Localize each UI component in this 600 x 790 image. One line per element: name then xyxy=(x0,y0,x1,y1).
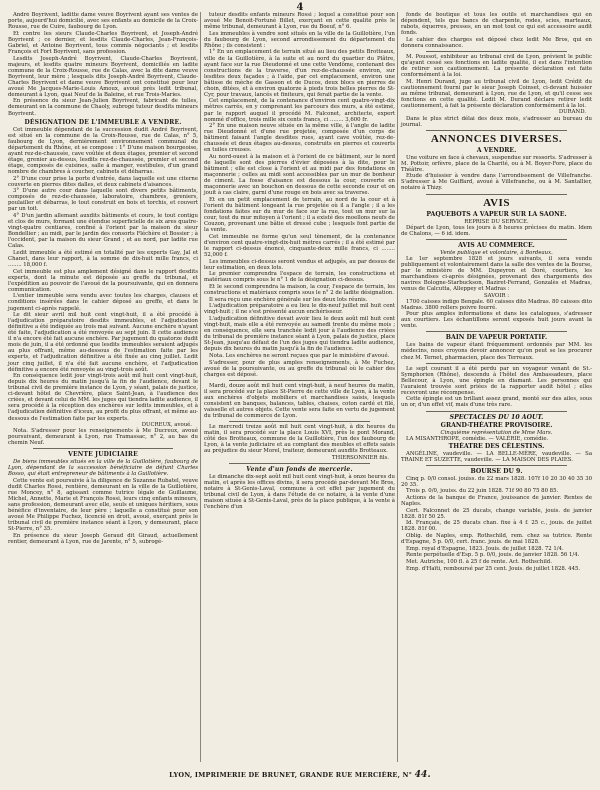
paragraph: L'adjudication préparatoire a eu lieu le dix-neuf juillet mil huit cent vingt-huit ; il ne s'est présenté aucun enchérisseur. xyxy=(204,303,395,316)
paragraph: Cert. Falconnet de 25 ducats, change variable, jouis. de janvier 1828. 81f 50 25. xyxy=(401,507,592,520)
section-heading: DÉSIGNATION DE L'IMMEUBLE A VENDRE. xyxy=(24,118,182,126)
paragraph: Le sept courant il a été perdu par un voyageur venant de St.-Symphorien (Rhône), descendu à l'hôtel des Ambassadeurs, place Bellecour, à Lyon, une épingle en diamant. Les personnes qui l'auraient trouvée sont priées de la rapporter audit hôtel ; elles recevront une récompense. xyxy=(401,365,592,396)
paragraph: fonds de boutique et tous les outils et marchandises qui en dépendent, tels que bancs de charpente, rodes, scies, marteaux, rabots, équerres, presses, en un mot tout ce qui est accessoire audit fonds. xyxy=(401,12,592,37)
section-heading: Vente d'un fonds de mercerie. xyxy=(246,465,353,473)
paragraph: Cet immeuble dépendant de la succession dudit André Boyrivent, est situé en la commune de la Croix-Rousse, rue de Calas, n° 5, faubourg de Lyon, dernièrement environnement communal du département du Rhône, et se compose : 1° D'une maison bourgeoise, ayant rez-de-chaussée, cave voûtée et deux étages, premier et second étage, grenier au-dessus, lesdits rez-de-chaussée, premier et second étage, composés de cuisines, salle à manger, vestibules, d'un grand nombre de chambres à coucher, cabinets et débarras. xyxy=(8,126,198,175)
paragraph: 2° D'une cour prise la porte d'entrée, dans laquelle est une citerne couverte en pierres dites dalles, et deux cabinets d'aisances. xyxy=(8,175,198,188)
paragraph: Rente perpétuelle d'Esp. 5 p. 0/0, jouis. de janvier 1828. 56 1/4. xyxy=(406,552,580,559)
paragraph: Nota. Les enchères ne seront reçues que par le ministère d'avoué. xyxy=(209,352,390,359)
divider xyxy=(229,421,370,422)
paragraph: Départ de Lyon, tous les jours à 8 heures précises du matin. Idem de Chalons, — 6 id. idem. xyxy=(401,224,592,237)
paragraph: Cette épingle est un brillant assez grand, monté sur des ailes, sous un or, d'un effet vif, mais d'une très rare. xyxy=(401,396,592,409)
paragraph: André Boyrivent, laditte dame veuve Boyrivent ayant ses ventes de porte, aujourd'hui domicilié, avec ses enfants au domicile de la Croix-Rousse, rue de Cuire, faubourg de Lyon. xyxy=(8,12,198,31)
paragraph: Oblig. de Naples, emp. Rothschild, rem. chez sa tutrice. Rente d'Espagne, 5 p. 0/0, cert. franc. jouis. de mai 1828. xyxy=(401,533,592,546)
paragraph: Cet immeuble est plus amplement désigné dans le rapport desdits experts, dont la minute est déposée au greffe du tribunal, et l'expédition au pouvoir de l'avoué de la poursuivante, qui en donnera communication. xyxy=(8,268,198,293)
divider xyxy=(426,239,567,240)
subheading-small: SAVOIR : xyxy=(483,292,510,299)
paragraph: tuteur desdits enfants mineurs Rossi ; lequel a constitué pour son avoué Me Benoit-Fortuné Billet, exerçant en cette qualité près le même tribunal, demeurant à Lyon, rue du Boeuf, n° 6. xyxy=(204,12,395,31)
section-heading: VENTE JUDICIAIRE xyxy=(68,451,138,459)
subheading: BOURSE DU 9. xyxy=(470,467,523,475)
column-3 xyxy=(399,12,594,762)
paragraph: Les immeubles à vendre sont situés en la ville de la Guillotière, l'un du faubourg de Lyon, second arrondissement du département du Rhône ; ils consistent : xyxy=(204,30,395,49)
paragraph: Dans le plus strict délai des deux mois, s'adresser au bureau du journal. xyxy=(401,115,592,128)
paragraph: 3° D'une autre cour dans laquelle sont divers petits bâtiments, composés de rez-de-chaussée, laboratoire, chambres, greniers, poulailler et débarras, le tout construit en bois et torchis, et couvert par un toit. xyxy=(8,188,198,213)
divider xyxy=(229,380,370,381)
paragraph: Le dit sieur avril mil huit cent vingt-huit, il a été procédé à l'adjudication préparatoire desdits immeubles, et l'adjudication définitive a été indiquée au trois mai suivant. Aucune enchère n'ayant été faite, l'adjudication a été renvoyée au sept juin. Il cette audience il n'a encore été fait aucune enchère. Par jugement du quatorze dudit mois de juin, il a été ordonné que lesdits immeubles seraient adjugés au plus offrant, même au-dessous de l'estimation faite par les experts, et l'adjudication définitive a été fixée au cinq juillet. Ledit jour cinq juillet, il n'a été fait aucune enchère, et l'adjudication définitive a encore été renvoyée au vingt-trois août. xyxy=(8,312,198,373)
column-2 xyxy=(202,12,398,762)
paragraph: Trois p. 0/0, jouiss. du 22 juin 1828. 71f 90 80 75 80 85. xyxy=(406,488,559,495)
section-heading-large: ANNONCES DIVERSES. xyxy=(430,132,563,145)
paragraph: Id. Français, de 25 ducats chan. fixe à 4 f. 25 c., jouis. de juillet 1828. 81f 00. xyxy=(401,520,592,533)
paragraph: M. Henri Durand, juge au tribunal civil de Lyon, ledit Crédit du cautionnement fourni par le sieur Joseph Coinset, ci-devant huissier au même tribunal, demeurant à Lyon, rue de Lyon, et qu'il cesse ses fonctions en cette qualité. Ledit M. Durand déclare retirer ledit cautionnement, à fait la présente déclaration conformément à la loi. xyxy=(401,78,592,109)
paragraph: Le mercredi treize août mil huit cent vingt-huit, à dix heures du matin, il sera procédé sur la place Louis XVI, près le pont Morand, côté des Brotteaux, commune de la Guillotière, l'un des faubourg de Lyon, à la vente judiciaire et au comptant des meubles et effets saisis au préjudice du sieur Morel, traiteur, demeurant auxdits Brotteaux. xyxy=(204,423,395,455)
paragraph: Le 1er septembre 1828 et jours suivants, il sera vendu publiquement et volontairement dans la salle des ventes de la Bourse, par le ministère de MM. Dupeyron et Doré, courtiers, les marchandises ci-après désignées, provenant des chargements des navires Bologne-Starbuckson, Baziret-Ferrand, Gonzalès et Madras, venus de Calcutta, Alleppey et Madras : xyxy=(401,255,592,292)
divider xyxy=(229,463,370,464)
paragraph: LA MISANTHROPE, comédie. — VALÉRIE, comédie. xyxy=(406,435,549,442)
subheading-small: REPRISE DU SERVICE. xyxy=(464,218,529,225)
column-1 xyxy=(6,12,201,762)
paragraph: Ledit immeuble a été estimé en totalité par les experts Gay, Jal et Chanet, dans leur rapport, à la somme de dix-huit mille francs, ci ........ 18,000 f. xyxy=(8,249,198,268)
divider xyxy=(426,411,567,412)
newspaper-columns xyxy=(6,12,594,762)
paragraph: Au nord-ouest à la maison et à l'orient de ce bâtiment, sur le nord de laquelle sont des pierres d'évier déposées à la dite, pour le bâtiment ; elle est close à l'orient et au midi par des fondations en maçonnerie ; celles au midi sont accessibles par un mur de bonheur de ciment. La fosse d'aisance est dessous la cour, couverte en maçonnerie avec un bouchon en dessous de cette seconde cour et on jouit à cas claire, garni d'une rouge en bois avec sa traverse. xyxy=(204,154,395,197)
subheading: BAIN DE VAPEUR PORTATIF. xyxy=(445,334,548,342)
divider xyxy=(426,130,567,131)
subheading: THÉATRE DES CÉLESTINS. xyxy=(448,442,545,450)
subheading: GRAND-THÉATRE PROVISOIRE. xyxy=(440,421,553,429)
section-heading-large: AVIS xyxy=(483,196,510,209)
signature: DUCREUX, avoué. xyxy=(141,422,192,429)
paragraph: Cette vente est poursuivie à la diligence de Suzanne Rubatel, veuve dudit Charles Rossi, rentière, demeurant en la ville de la Guillotière, rue Moncey, n° 8, agissant comme tutrice légale de Guillaume, Michel, Annette, Marie et François Rossi, leurs cinq enfants mineurs, sans profession, demeurant avec elle, seuls et uniques héritiers, sous bénéfice d'inventaire, de leur père ; laquelle a constitué pour son avoué Me Philippe Fuchez, licencié en droit, avoué, exerçant près le tribunal civil de première instance séant à Lyon, y demeurant, place St-Pierre, n° 35. xyxy=(8,478,198,533)
paragraph: L'adjudication définitive devait avoir lieu le deux août mil huit cent vingt-huit, mais elle a été renvoyée au samedi trente du même mois ; en conséquence, elle sera tranchée ledit jour à l'audience des criées du tribunal de première instance séant à Lyon, palais de justice, place St-Jean, jusqu'au défaut de l'un des juges qui tiendra ladite audience, depuis dix heures du matin jusqu'à la fin de l'audience. xyxy=(204,316,395,353)
paragraph: Il sera reçu une enchère générale sur les deux lots réunis. xyxy=(209,296,368,303)
divider xyxy=(426,363,567,364)
issue-number: 44. xyxy=(414,770,431,780)
paragraph: Les immeubles ci-dessus seront vendus et adjugés, au par dessus de leur estimation, en deux lots. xyxy=(204,258,395,271)
paragraph: 2° En une maison neuve située en la même ville, à l'angle de ladite rue Dieudonné et d'une rue projetée, composée d'un corps de bâtiment faisant l'angle desdites rues, ayant cave voûtée, rez-de-chaussée et deux étages au-dessus, construits en pierres et couverts en tuiles creuses. xyxy=(204,123,395,154)
paragraph: Emp. royal d'Espagne, 1823. Jouis. de juillet 1828. 72 1/4. xyxy=(406,545,564,552)
printer-imprint: LYON, IMPRIMERIE DE BRUNET, GRANDE RUE MERCIÈRE, N° xyxy=(169,771,413,779)
paragraph: S'adresser, pour de plus amples renseignements, à Me Fuchez, avoué de la poursuivante, ou au greffe du tribunal où le cahier des charges est déposé. xyxy=(204,359,395,378)
paragraph: 4° D'un jardin allemant auxdits bâtiments et cours, le tout contigu et clos de murs, formant une étendue superficielle de six ares quatre-vingt-quatre centiares, confiné à l'orient par la maison du sieur Bondellier ; au midi, par le jardin des consorts Fléchère et Bossier ; à l'occident, par la maison du sieur Grand ; et au nord, par ladite rue Calas. xyxy=(8,213,198,250)
paragraph: Le dimanche dix-sept août mil huit cent vingt-huit, à onze heures du matin, et après les offices divins, il sera procédé par-devant Me Bros, notaire à St-Genis-Laval, commune à cet effet par jugement du tribunal civil de Lyon, à dans l'étude de ce notaire, à la vente d'une maison située à St-Genis-Laval, près de la place publique, à la vente à l'enchère d'un xyxy=(204,473,395,511)
subheading-small: Vente publique et volontaire, à Bordeaux. xyxy=(440,249,553,256)
divider xyxy=(33,448,173,449)
subheading: A VENDRE. xyxy=(476,146,517,154)
paragraph: Met. Autriche, 100 fl. à 25 f de rente. Act. Rothschild. xyxy=(406,559,552,566)
paragraph: Cet emplacement, de la contenance d'environ cent quatre-vingt-dix mètres carrés, en y comprenant les parcours des murs, a été estimé, par le rapport auquel il procédé M. Falconet, architecte, expert nommé d'office, trois mille six cents francs, ci ........ 3,600 fr. xyxy=(204,98,395,123)
paragraph: Etude d'huissier à vendre dans l'arrondissement de Villefranche. S'adresser à Me Guiffard, avoué à Villefranche, ou à M. Santallier, notaire à Thizy. xyxy=(401,173,592,192)
paragraph: M. Poussot, exhibiteur au tribunal civil de Lyon, prévient le public qu'ayant cessé ses fonctions en ladite qualité, il est dans l'intention de retirer son cautionnement. La présente déclaration est faite conformément à la loi. xyxy=(401,53,592,79)
paragraph: ANGÉLINE, vaudeville. — LA BELLE-MÈRE, vaudeville. — Sa TRAINE ET SUZETTE, vaudeville. — LA MAISON DES PLAIES. xyxy=(401,450,592,463)
paragraph: Pour plus amples informations et dans les catalogues, s'adresser aux courtiers. Les échantillons seront exposés huit jours avant la vente. xyxy=(401,311,592,330)
subheading: AVIS AU COMMERCE. xyxy=(458,241,535,249)
paragraph: Et le second comprendra la maison, la cour, l'espace de terrain, les constructions et matériaux compris sous le n° 2 de ladite désignation. xyxy=(204,284,395,297)
paragraph: En présence du sieur Jean-Julien Boyrivent, fabricant de tulles, demeurant en la commune de Chaoly, subrogé tuteur desdits mineurs Boyrivent. xyxy=(8,98,198,117)
paragraph: L'entier immeuble sera vendu avec toutes les charges, clauses et conditions insérées dans le cahier déposé au greffe, et dans le jugement ci-après rappelé. xyxy=(8,293,198,312)
paragraph: Lesdits Joseph-André Boyrivent, Claude-Charles Boyrivent, majeurs, et lesdits quatre mineurs Boyrivent, domiciliés en ladite commune de la Croix-Rousse, rue de Calas, avec la dite dame veuve Boyrivent, leur mère ; lesquels dits Joseph-André Boyrivent, Claude-Charles Boyrivent et dame veuve Boyrivent ont constitué pour leur avoué Me Jacques-Marie-Louis Amoux, avoué près ledit tribunal, demeurant à Lyon, quai Neuf de la Baleine, et rue Trois-Maries. xyxy=(8,55,198,98)
paragraph: Nota. S'adresser pour les renseignements à Me Ducreux, avoué poursuivant, demeurant à Lyon, rue Tramassac, n° 2, au bas du chemin Neuf. xyxy=(8,428,198,447)
paragraph: Les bains de vapeur étant fréquemment ordonnés par MM. les médecins, nous croyons devoir annoncer qu'on peut se les procurer chez M. Ternet, pharmacien, place des Terreaux. xyxy=(401,342,592,361)
paragraph: 1700 caisses indigo Bengale. 60 caisses dito Madras. 80 caisses dito Madras. 3800 rollers poivre fourré. xyxy=(401,298,592,311)
paragraph: Une voiture en face à chevaux, suspendue sur ressorts. S'adresser à M. Pottoir, orfèvre, place de la Charité, ou à M. Boyer-Fore, place du Théâtre. xyxy=(401,154,592,173)
paragraph: En présence du sieur Joseph Geraud dit Giraud, actuellement rentier, demeurant à Lyon, rue de Jarente, n° 5, subrogé- xyxy=(8,533,198,546)
printer-footer xyxy=(0,770,600,780)
paragraph: Actions de la banque de France, jouissance de janvier. Rentes de Naples. xyxy=(401,495,592,508)
divider xyxy=(426,331,567,332)
paragraph: En conséquence ledit jour vingt-trois août mil huit cent vingt-huit, depuis dix heures du matin jusqu'à la fin de l'audience, devant le tribunal civil de première instance de Lyon, y séant, palais de justice, ci-devant hôtel de Chevrière, place Saint-Jean, à l'audience des criées, et devant celui de MM. les juges qui tiendra ladite audience, il sera procédé à la réception des enchères sur ledits immeubles, et à l'adjudication définitive d'iceux, au profit du plus offrant, et même au-dessous de l'estimation faite par les experts. xyxy=(8,373,198,422)
divider xyxy=(426,465,567,466)
paragraph: Et en un petit emplacement de terrain, au nord de la cour et à l'orient du bâtiment longeant la rue projetée où il a l'angle ; il a les fondations faites sur du mur de face sur la rue, tout un mur sur la cour, tout du mur mitoyen à l'orient ; il a existé des moellons neufs de Couzon, provenant une bâtie et dressé cube ; lesquels font partie de la vente. xyxy=(204,196,395,234)
paragraph: Le premier comprendra l'espace de terrain, les constructions et matériaux compris sous le n° 1 de la désignation ci-dessus. xyxy=(204,271,395,284)
divider xyxy=(426,51,567,52)
page-number: 4 xyxy=(296,2,304,13)
divider xyxy=(426,194,567,195)
paragraph: Emp. d'Haïti, remboursé par 25 cent. Jouis. de juillet 1828. 445. xyxy=(406,565,581,572)
paragraph: Le cahier des charges est déposé chez ledit Me Bros, qui en donnera connaissance. xyxy=(401,36,592,49)
signature: DURAND. xyxy=(558,109,586,116)
paragraph: De biens immeubles situés en la ville de la Guillotière, faubourg de Lyon, dépendant de la succession bénéficiaire de défunt Charles Bosso, qui était entrepreneur de bâtiments à la Guillotière. xyxy=(8,459,198,478)
paragraph: Et contre les sieurs Claude-Charles Boyrivent, et Joseph-André Boyrivent ; ce dernier, et lesdits Claude-Charles, Jean-François-Gabriel, et Antoine Boyrivent, tous commis négociants ; et lesdits François et Fort Boyrivent, sans profession. xyxy=(8,30,198,55)
subheading-small: Cinquième représentation de Mme Mars. xyxy=(440,429,553,436)
paragraph: Cinq p. 0/0 consol. jouiss. du 22 mars 1828. 107f 10 20 30 40 35 30 20 35. xyxy=(401,475,592,488)
paragraph: Cet immeuble ne forme qu'un seul tènement, de la contenance d'environ cent quatre-vingt-dix-huit mètres carrés ; il a été estimé par le rapport ci-dessus énoncé, cinquante-deux mille francs, ci ........ 52,000 f. xyxy=(204,233,395,258)
subheading: SPECTACLES DU 10 AOUT. xyxy=(449,413,544,421)
paragraph: 1° En un emplacement de terrain situé au lieu des petits Brotteaux, ville de la Guillotière, à la suite et au nord du quartier du Plâtre, ayant face sur la rue Dieudonné et une cette Vendôme, contenant des constructions de la traverse, d'un rez-de-chaussée environ, sur lesdites deux façades ; à l'aide, par cet emplacement, environ une bâtisse de mèche de Gasson et de Ducos, deux blocs en pierres de choin, ditées, et à environ quatorze à pieds trois belles pierres de St-Cyr, pour travaux, lancés et finiteurs, qui ferait partie de la vente. xyxy=(204,49,395,98)
subheading: PAQUEBOTS A VAPEUR SUR LA SAONE. xyxy=(426,210,567,218)
signature: THIERSONNIER fils. xyxy=(331,454,389,461)
paragraph: Mardi, douze août mil huit cent vingt-huit, à neuf heures du matin, il sera procédé sur la place St-Pierre de cette ville de Lyon, à la vente aux enchères d'objets mobiliers et marchandises saisis, lesquels consistent en banques, balances, tables, chaises, coton cardé et filé, vaisselle et autres objets. Cette vente sera faite en vertu de jugement du tribunal de commerce de Lyon. xyxy=(204,382,395,419)
